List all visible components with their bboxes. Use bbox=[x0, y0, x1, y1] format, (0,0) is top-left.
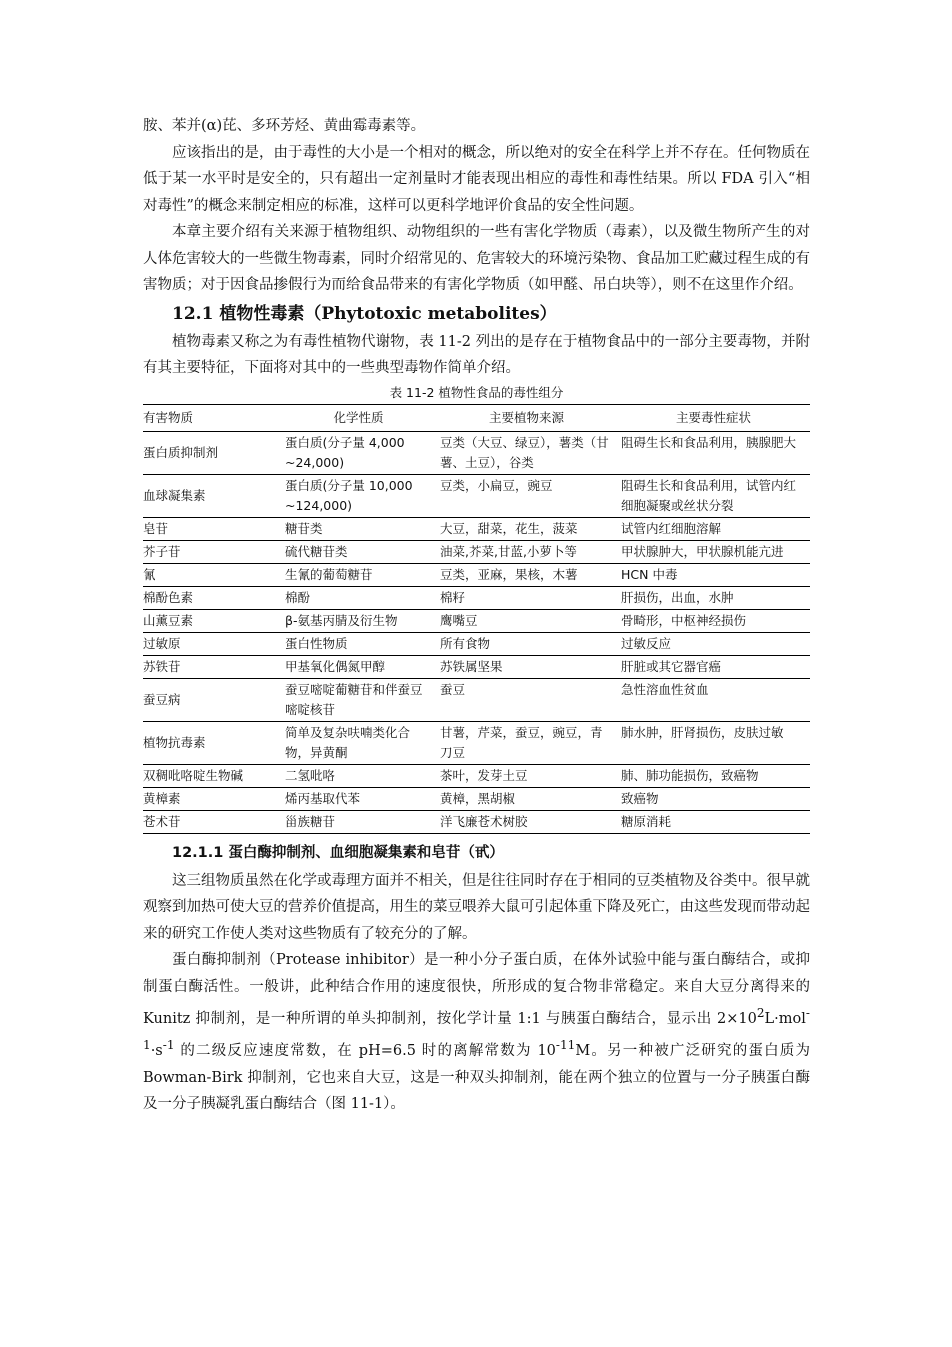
cell-substance: 植物抗毒素 bbox=[143, 721, 281, 764]
cell-substance: 棉酚色素 bbox=[143, 586, 281, 609]
cell-source: 鹰嘴豆 bbox=[436, 609, 617, 632]
cell-symptoms: 肝脏或其它器官癌 bbox=[617, 655, 810, 678]
cell-chemistry: 糖苷类 bbox=[281, 517, 436, 540]
superscript: -11 bbox=[555, 1038, 576, 1053]
cell-symptoms: 试管内红细胞溶解 bbox=[617, 517, 810, 540]
table-caption: 表 11-2 植物性食品的毒性组分 bbox=[389, 384, 564, 400]
cell-chemistry: 蛋白质(分子量 4,000 ~24,000) bbox=[281, 431, 436, 474]
table-body bbox=[143, 431, 810, 833]
cell-substance: 氰 bbox=[143, 563, 281, 586]
cell-substance: 芥子苷 bbox=[143, 540, 281, 563]
table-row bbox=[143, 586, 810, 609]
cell-symptoms: 阻碍生长和食品利用，胰腺肥大 bbox=[617, 431, 810, 474]
cell-substance: 血球凝集素 bbox=[143, 474, 281, 517]
text-run: 蛋白酶抑制剂（Protease inhibitor）是一种小分子蛋白质，在体外试验中能与蛋白酶结合，或抑制蛋白酶活性。一般讲，此种结合作用的速度很快，所形成的复合物非常稳定。来自大豆分离得来的 Kunitz 抑制剂，是一种所谓的单头抑制剂，按化学计量 1:1 与胰蛋白酶结合，显示出 2×10 bbox=[143, 952, 810, 1027]
superscript: -1 bbox=[162, 1038, 175, 1053]
superscript: -1 bbox=[143, 1006, 810, 1053]
cell-substance: 苏铁苷 bbox=[143, 655, 281, 678]
cell-source: 甘薯，芹菜，蚕豆，豌豆，青刀豆 bbox=[436, 721, 617, 764]
intro-paragraph-safety: 应该指出的是，由于毒性的大小是一个相对的概念，所以绝对的安全在科学上并不存在。任何物质在低于某一水平时是安全的，只有超出一定剂量时才能表现出相应的毒性和毒性结果。所以 FDA 引入“相对毒性”的概念来制定相应的标准，这样可以更科学地评价食品的安全性问题。 bbox=[143, 144, 810, 214]
cell-chemistry: 生氰的葡萄糖苷 bbox=[281, 563, 436, 586]
cell-substance: 苍术苷 bbox=[143, 810, 281, 833]
cell-chemistry: 简单及复杂呋喃类化合物，异黄酮 bbox=[281, 721, 436, 764]
cell-source: 洋飞廉苍术树胶 bbox=[436, 810, 617, 833]
intro-continuation: 胺、苯并(α)芘、多环芳烃、黄曲霉毒素等。 bbox=[143, 118, 426, 134]
text-run: L·mol bbox=[764, 1010, 806, 1027]
table-row bbox=[143, 474, 810, 517]
cell-source: 黄樟，黑胡椒 bbox=[436, 787, 617, 810]
cell-symptoms: 糖原消耗 bbox=[617, 810, 810, 833]
text-run: ·s bbox=[150, 1043, 163, 1060]
cell-chemistry: 甾族糖苷 bbox=[281, 810, 436, 833]
cell-chemistry: 硫代糖苷类 bbox=[281, 540, 436, 563]
cell-substance: 黄樟素 bbox=[143, 787, 281, 810]
cell-symptoms: 甲状腺肿大，甲状腺机能亢进 bbox=[617, 540, 810, 563]
cell-symptoms: 骨畸形，中枢神经损伤 bbox=[617, 609, 810, 632]
header-symptoms: 主要毒性症状 bbox=[617, 404, 810, 431]
cell-symptoms: 肺、肺功能损伤，致癌物 bbox=[617, 764, 810, 787]
cell-source: 茶叶，发芽土豆 bbox=[436, 764, 617, 787]
cell-substance: 过敏原 bbox=[143, 632, 281, 655]
intro-paragraph-scope: 本章主要介绍有关来源于植物组织、动物组织的一些有害化学物质（毒素），以及微生物所产生的对人体危害较大的一些微生物毒素，同时介绍常见的、危害较大的环境污染物、食品加工贮藏过程生成的有害物质；对于因食品掺假行为而给食品带来的有害化学物质（如甲醛、吊白块等），则不在这里作介绍。 bbox=[143, 224, 810, 293]
header-substance: 有害物质 bbox=[143, 404, 281, 431]
table-row bbox=[143, 678, 810, 721]
cell-substance: 双稠吡咯啶生物碱 bbox=[143, 764, 281, 787]
subsection-paragraph-1: 这三组物质虽然在化学或毒理方面并不相关，但是往往同时存在于相同的豆类植物及谷类中。很早就观察到加热可使大豆的营养价值提高，用生的菜豆喂养大鼠可引起体重下降及死亡，由这些发现而带动起来的研究工作使人类对这些物质有了较充分的了解。 bbox=[143, 872, 810, 942]
subsection-paragraph-2 bbox=[143, 947, 810, 1118]
superscript: 2 bbox=[756, 1006, 765, 1020]
cell-symptoms: 肝损伤，出血，水肿 bbox=[617, 586, 810, 609]
table-row bbox=[143, 655, 810, 678]
table-row bbox=[143, 431, 810, 474]
table-row bbox=[143, 721, 810, 764]
section-intro-paragraph: 植物毒素又称之为有毒性植物代谢物，表 11-2 列出的是存在于植物食品中的一部分主要毒物，并附有其主要特征，下面将对其中的一些典型毒物作简单介绍。 bbox=[143, 333, 810, 376]
document-page bbox=[143, 113, 810, 1118]
toxic-components-table bbox=[143, 404, 810, 834]
cell-source: 苏铁属坚果 bbox=[436, 655, 617, 678]
cell-symptoms: HCN 中毒 bbox=[617, 563, 810, 586]
cell-source: 蚕豆 bbox=[436, 678, 617, 721]
cell-symptoms: 致癌物 bbox=[617, 787, 810, 810]
cell-symptoms: 阻碍生长和食品利用，试管内红细胞凝聚或丝状分裂 bbox=[617, 474, 810, 517]
cell-chemistry: 蛋白质(分子量 10,000 ~124,000) bbox=[281, 474, 436, 517]
cell-source: 豆类（大豆、绿豆），薯类（甘薯、土豆），谷类 bbox=[436, 431, 617, 474]
cell-substance: 山薰豆素 bbox=[143, 609, 281, 632]
table-row bbox=[143, 764, 810, 787]
table-row bbox=[143, 517, 810, 540]
cell-chemistry: β-氨基丙腈及衍生物 bbox=[281, 609, 436, 632]
cell-chemistry: 烯丙基取代苯 bbox=[281, 787, 436, 810]
cell-chemistry: 甲基氧化偶氮甲醇 bbox=[281, 655, 436, 678]
text-run: M。另一种被广泛研究的蛋白质为 Bowman-Birk 抑制剂，它也来自大豆，这是一种双头抑制剂，能在两个独立的位置与一分子胰蛋白酶及一分子胰凝乳蛋白酶结合（图 11-1）。 bbox=[143, 1043, 810, 1113]
cell-symptoms: 过敏反应 bbox=[617, 632, 810, 655]
table-row bbox=[143, 609, 810, 632]
cell-substance: 蚕豆病 bbox=[143, 678, 281, 721]
table-row bbox=[143, 810, 810, 833]
subsection-heading: 12.1.1 蛋白酶抑制剂、血细胞凝集素和皂苷（甙） bbox=[172, 844, 504, 861]
cell-source: 豆类，小扁豆，豌豆 bbox=[436, 474, 617, 517]
table-row bbox=[143, 563, 810, 586]
cell-chemistry: 二氢吡咯 bbox=[281, 764, 436, 787]
table-row bbox=[143, 787, 810, 810]
table-row bbox=[143, 632, 810, 655]
cell-chemistry: 蛋白性物质 bbox=[281, 632, 436, 655]
cell-chemistry: 棉酚 bbox=[281, 586, 436, 609]
header-chemistry: 化学性质 bbox=[281, 404, 436, 431]
cell-source: 大豆，甜菜，花生，菠菜 bbox=[436, 517, 617, 540]
cell-source: 棉籽 bbox=[436, 586, 617, 609]
cell-substance: 皂苷 bbox=[143, 517, 281, 540]
cell-source: 所有食物 bbox=[436, 632, 617, 655]
cell-source: 豆类，亚麻，果核，木薯 bbox=[436, 563, 617, 586]
header-source: 主要植物来源 bbox=[436, 404, 617, 431]
text-run: 的二级反应速度常数，在 pH=6.5 时的离解常数为 10 bbox=[174, 1043, 556, 1060]
table-row bbox=[143, 540, 810, 563]
cell-substance: 蛋白质抑制剂 bbox=[143, 431, 281, 474]
table-header-row bbox=[143, 404, 810, 431]
cell-symptoms: 肺水肿，肝肾损伤，皮肤过敏 bbox=[617, 721, 810, 764]
section-heading: 12.1 植物性毒素（Phytotoxic metabolites） bbox=[172, 303, 557, 324]
cell-chemistry: 蚕豆嘧啶葡糖苷和伴蚕豆嘧啶核苷 bbox=[281, 678, 436, 721]
cell-source: 油菜,芥菜,甘蓝,小萝卜等 bbox=[436, 540, 617, 563]
cell-symptoms: 急性溶血性贫血 bbox=[617, 678, 810, 721]
